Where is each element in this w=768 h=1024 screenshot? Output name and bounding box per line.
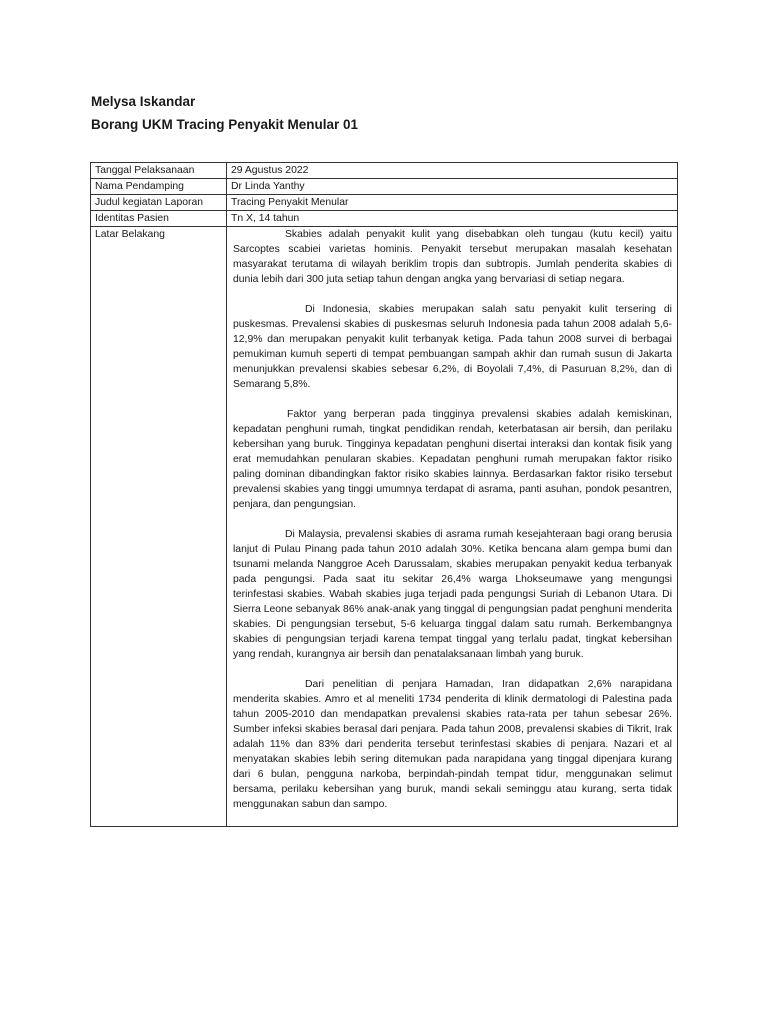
row-label: Identitas Pasien bbox=[91, 211, 227, 227]
background-paragraph: Faktor yang berperan pada tingginya prevalensi skabies adalah kemiskinan, kepadatan penghuni rumah, tingkat pendidikan rendah, keterbatasan air bersih, dan perilaku kebersihan yang buruk. Tingginya kepadatan penghuni disertai interaksi dan kontak fisik yang erat memudahkan penularan skabies. Kepadatan penghuni rumah merupakan faktor risiko paling dominan dibandingkan faktor risiko skabies lainnya. Berdasarkan faktor risiko tersebut prevalensi skabies yang tinggi umumnya terdapat di asrama, panti asuhan, pondok pesantren, penjara, dan pengungsian. bbox=[233, 409, 672, 510]
form-title: Borang UKM Tracing Penyakit Menular 01 bbox=[91, 117, 359, 132]
report-form-table bbox=[90, 162, 678, 827]
background-paragraph: Di Indonesia, skabies merupakan salah satu penyakit kulit tersering di puskesmas. Prevalensi skabies di puskesmas seluruh Indonesia pada tahun 2008 adalah 5,6-12,9% dan merupakan penyakit kulit terbanyak ketiga. Pada tahun 2008 survei di berbagai pemukiman kumuh seperti di tempat pembuangan sampah akhir dan rumah susun di Jakarta menunjukkan prevalensi skabies sebesar 6,2%, di Boyolali 7,4%, di Pasuruan 8,2%, dan di Semarang 5,8%. bbox=[233, 304, 672, 390]
row-label: Judul kegiatan Laporan bbox=[91, 195, 227, 211]
background-paragraph: Di Malaysia, prevalensi skabies di asrama rumah kesejahteraan bagi orang berusia lanjut di Pulau Pinang pada tahun 2010 adalah 30%. Ketika bencana alam gempa bumi dan tsunami melanda Nanggroe Aceh Darussalam, skabies merupakan penyakit kedua terbanyak pada pengungsi. Pada saat itu sekitar 26,4% warga Lhokseumawe yang mengungsi terinfestasi skabies. Wabah skabies juga terjadi pada pengungsi Suriah di Lebanon Utara. Di Sierra Leone sebanyak 86% anak-anak yang tinggal di pengungsian padat penghuni menderita skabies. Di pengungsian tersebut, 5-6 keluarga tinggal dalam satu rumah. Berkembangnya skabies di pengungsian terjadi karena tempat tinggal yang terlalu padat, tingkat kebersihan yang rendah, kurangnya air bersih dan penatalaksanaan limbah yang buruk. bbox=[233, 529, 672, 660]
form-row-activity-title bbox=[91, 195, 678, 211]
row-value: Dr Linda Yanthy bbox=[227, 179, 678, 195]
author-name: Melysa Iskandar bbox=[91, 94, 196, 109]
form-row-patient-identity bbox=[91, 211, 678, 227]
row-label: Latar Belakang bbox=[91, 227, 227, 827]
background-content bbox=[227, 227, 678, 827]
form-row-background bbox=[91, 227, 678, 827]
row-label: Nama Pendamping bbox=[91, 179, 227, 195]
row-value: 29 Agustus 2022 bbox=[227, 163, 678, 179]
background-paragraph: Dari penelitian di penjara Hamadan, Iran didapatkan 2,6% narapidana menderita skabies. Amro et al meneliti 1734 penderita di klinik dermatologi di Palestina pada tahun 2005-2010 dan mendapatkan prevalensi skabies rata-rata per tahun sebesar 26%. Sumber infeksi skabies berasal dari penjara. Pada tahun 2008, prevalensi skabies di Tikrit, Irak adalah 11% dan 83% dari penderita tersebut terinfestasi skabies di penjara. Nazari et al menyatakan skabies lebih sering ditemukan pada narapidana yang tinggal dipenjara kurang dari 6 bulan, pengguna narkoba, berpindah-pindah tempat tidur, menggunakan selimut bersama, perilaku kebersihan yang buruk, mandi sekali seminggu atau kurang, serta tidak menggunakan sabun dan sampo. bbox=[233, 679, 672, 810]
row-label: Tanggal Pelaksanaan bbox=[91, 163, 227, 179]
background-paragraph: Skabies adalah penyakit kulit yang disebabkan oleh tungau (kutu kecil) yaitu Sarcoptes scabiei varietas hominis. Penyakit tersebut merupakan masalah kesehatan masyarakat terutama di wilayah beriklim tropis dan subtropis. Jumlah penderita skabies di dunia lebih dari 300 juta setiap tahun dengan angka yang bervariasi di setiap negara. bbox=[233, 229, 672, 285]
form-row-date bbox=[91, 163, 678, 179]
form-row-companion bbox=[91, 179, 678, 195]
row-value: Tn X, 14 tahun bbox=[227, 211, 678, 227]
row-value: Tracing Penyakit Menular bbox=[227, 195, 678, 211]
